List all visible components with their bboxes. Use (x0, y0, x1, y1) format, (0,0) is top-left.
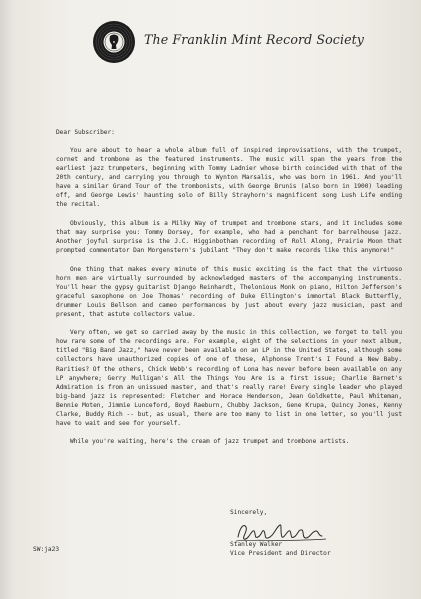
salutation: Dear Subscriber: (56, 129, 115, 136)
reference-initials: SW:ja23 (33, 546, 60, 553)
signer-block (230, 540, 331, 558)
paragraph-5: While you're waiting, here's the cream of jazz trumpet and trombone artists. (70, 438, 350, 446)
signer-name: Stanley Walker (230, 541, 283, 548)
paragraph-3: One thing that makes every minute of this music exciting is the fact that the virtuoso horn men are virtually surrounded by acknowledged masters of the accompanying instruments. You'll hear the gypsy guitarist Django Reinhardt, Thelonious Monk on piano, Hilton Jefferson's graceful saxophone on Joe Thomas' recording of Duke Ellington's immortal Black Butterfly, drummer Louis Bellson and cameo performances by just about every jazz musician, past and present, that astute collectors value. (56, 265, 402, 318)
closing: Sincerely, (230, 509, 268, 516)
paragraph-2: Obviously, this album is a Milky Way of trumpet and trombone stars, and it includes some that may surprise you: Tommy Dorsey, for example, who had a penchant for barrelhouse jazz. Another joyful surprise is the J.C. Higginbotham recording of Roll Along, Prairie Moon that prompted commentator Dan Morgenstern's jubilant "They don't make records like this anymore!" (56, 219, 402, 255)
letter-body (56, 128, 402, 456)
letterhead (92, 20, 412, 64)
paragraph-4: Very often, we get so carried away by the music in this collection, we forget to tell you how rare some of the recordings are. For example, eight of the selections in your next album, titled "Big Band Jazz," have never been available on an LP in the United States, although some collectors have unauthorized copies of one of these, Alphonse Trent's I Found a New Baby. Rarities? Of the others, Chick Webb's recording of Lona has never before been available on any LP anywhere; Gerry Mulligan's All the Things You Are is a first issue; Charlie Barnet's Admiration is from an unissued master, and that's really rare! Every single leader who played big-band jazz is represented: Fletcher and Horace Henderson, Jean Goldkette, Paul Whiteman, Bennie Moten, Jimmie Lunceford, Boyd Raeburn, Chubby Jackson, Gene Krupa, Quincy Jones, Kenny Clarke, Buddy Rich -- but, as usual, there are too many to list in one letter, so you'll just have to wait and see for yourself. (56, 329, 402, 427)
vinyl-record-logo-icon (92, 20, 136, 64)
paragraph-1: You are about to hear a whole album full of inspired improvisations, with the trumpet, cornet and trombone as the featured instruments. The music will span the years from the earliest jazz trumpeters, beginning with Tommy Ladnier whose birth coincided with that of the 20th century, and carrying you through to Wynton Marsalis, who was born in 1961. And you'll have a similar Grand Tour of the trombonists, with George Brunis (also born in 1900) leading off, and George Lewis' haunting solo of Billy Strayhorn's magnificent song Lush Life ending the recital. (56, 147, 402, 209)
society-name: The Franklin Mint Record Society (144, 32, 365, 47)
signer-title: Vice President and Director (230, 550, 331, 558)
page-shadow (0, 0, 14, 599)
